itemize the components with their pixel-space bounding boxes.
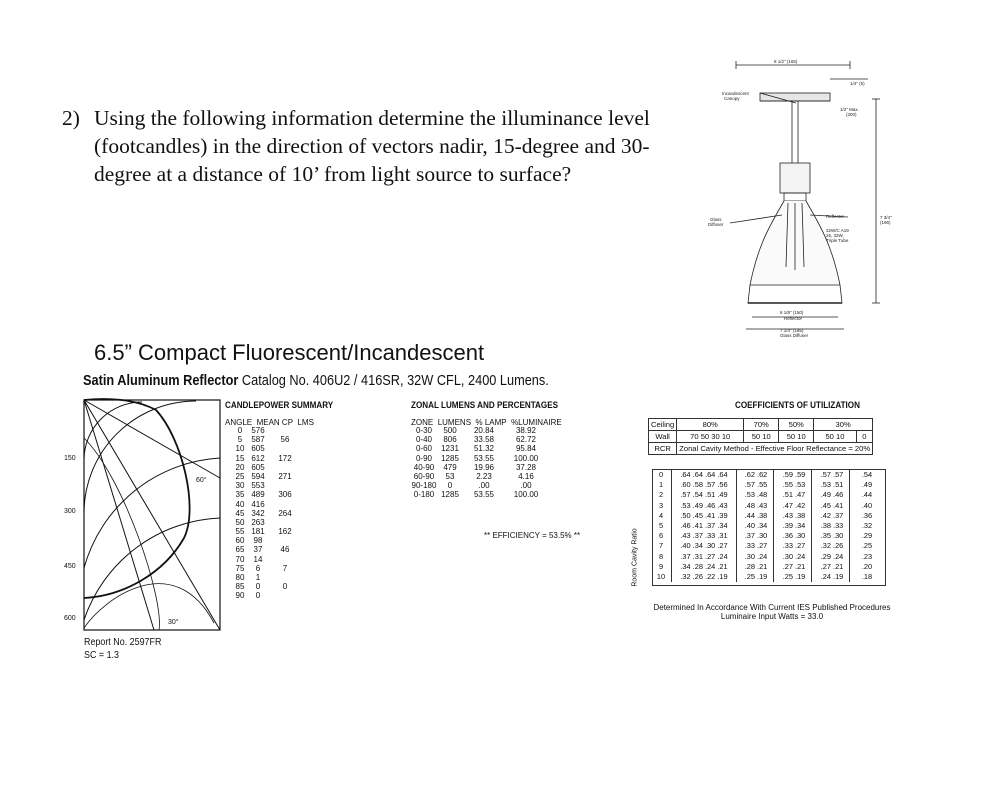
cu-g70-cell: .30 .24	[744, 551, 768, 561]
cu-rcr-cell: 4	[658, 510, 664, 520]
cu-rcr-cell: 2	[658, 490, 664, 500]
cp-mean-cell: 605	[251, 444, 265, 454]
zonal-lamp-cell: 33.58	[473, 435, 495, 445]
cu-g50-cell: .30 .24	[782, 551, 806, 561]
cp-mean-cell: 553	[251, 481, 265, 491]
dim-top-label: 6 1/2" (165)	[774, 59, 798, 64]
zonal-lamp-cell: .00	[478, 481, 490, 491]
product-subtitle	[83, 372, 549, 389]
candlepower-header: CANDLEPOWER SUMMARY	[225, 400, 334, 410]
cu-g70-cell: .53 .48	[744, 490, 768, 500]
cu-g50-cell: .43 .38	[782, 510, 806, 520]
cp-angle-cell: 15	[235, 453, 245, 463]
cu-footnote-1: Determined In Accordance With Current IES Published Procedures	[653, 603, 891, 612]
cp-mean-cell: 594	[251, 471, 265, 481]
zonal-luminaire-header: %LUMINAIRE	[511, 418, 562, 427]
cp-mean-cell: 14	[253, 554, 263, 564]
cu-g0-cell: .29	[861, 531, 873, 541]
cu-g50-cell: .51 .47	[782, 490, 806, 500]
cu-g30-cell: .32 .26	[820, 541, 844, 551]
cu-g80-cell: .34 .28 .24 .21	[680, 561, 728, 571]
max-label: 1/2" Max.	[840, 107, 859, 112]
cu-g0-cell: .40	[861, 500, 873, 510]
cp-lms-cell: 306	[278, 490, 292, 500]
cp-mean-cell: 342	[251, 508, 265, 518]
cu-g0-cell: .44	[861, 490, 873, 500]
cp-lms-cell	[270, 536, 300, 545]
cp-angle-cell: 35	[235, 490, 245, 500]
cu-ceiling-80: 80%	[677, 419, 744, 431]
cu-g70-cell: .40 .34	[744, 520, 768, 530]
cu-footnote	[652, 603, 892, 621]
cu-g80-cell: .43 .37 .33 .31	[680, 531, 728, 541]
cu-g50-cell: .55 .53	[782, 480, 806, 490]
zonal-lumens-cell: 479	[443, 462, 457, 472]
cp-lms-cell: 162	[278, 527, 292, 537]
cu-rcr-cell: 1	[658, 480, 664, 490]
cu-g70-cell: .28 .21	[744, 561, 768, 571]
cp-mean-cell: 263	[251, 517, 265, 527]
cp-mean-cell: 1	[255, 573, 261, 582]
zonal-lumens-cell: 806	[443, 435, 457, 445]
zonal-zone-cell: 0-90	[415, 453, 432, 463]
cu-g70-cell: .33 .27	[744, 541, 768, 551]
zonal-luminaire-cell: 95.84	[515, 444, 537, 454]
cu-g50-cell: .33 .27	[782, 541, 806, 551]
room-cavity-ratio-text: Room Cavity Ratio	[631, 528, 639, 587]
cu-g30-cell: .53 .51	[820, 480, 844, 490]
cu-g80-cell: .32 .26 .22 .19	[680, 571, 728, 581]
cu-g0-cell: .20	[861, 561, 873, 571]
cp-lms-cell: 0	[282, 582, 288, 592]
cu-g30-cell: .49 .46	[820, 490, 844, 500]
cp-mean-cell: 0	[255, 582, 261, 592]
cp-mean-cell: 612	[251, 453, 265, 463]
cu-g30-cell: .24 .19	[820, 571, 844, 581]
zonal-zone-cell: 0-60	[415, 444, 432, 454]
cp-angle-cell: 50	[235, 517, 245, 527]
cp-lms-cell	[270, 481, 300, 490]
cu-rcr-cell: 5	[658, 520, 664, 530]
cu-g70-cell: .48 .43	[744, 500, 768, 510]
cp-angle-cell: 40	[235, 499, 245, 509]
cp-mean-cell: 489	[251, 490, 265, 500]
cu-g50-cell: .59 .59	[782, 470, 806, 479]
cp-angle-cell: 85	[235, 582, 245, 592]
cp-lms-cell	[270, 426, 300, 435]
cu-30-col	[815, 470, 850, 582]
cp-angle-cell: 90	[235, 591, 245, 601]
polar-label-600: 600	[64, 615, 76, 622]
zonal-zones-col	[411, 426, 437, 500]
cp-angle-cell: 80	[235, 573, 245, 582]
cu-g80-cell: .57 .54 .51 .49	[680, 490, 728, 500]
cp-angle-cell: 20	[235, 462, 245, 472]
cp-lms-cell	[270, 444, 300, 453]
cu-g30-cell: .27 .21	[820, 561, 844, 571]
cp-mean-cell: 37	[253, 545, 263, 555]
cu-g80-cell: .50 .45 .41 .39	[680, 510, 728, 520]
bottom-dim4-label: Glass Diffuser	[780, 333, 809, 338]
cp-mean-cell: 0	[255, 591, 261, 601]
cp-angle-header: ANGLE	[225, 418, 253, 427]
zonal-zone-cell: 40-90	[413, 462, 435, 472]
cu-g80-cell: .46 .41 .37 .34	[680, 520, 728, 530]
cp-lms-cell	[270, 500, 300, 509]
cu-rcr-cell: 10	[656, 571, 666, 581]
product-title: 6.5” Compact Fluorescent/Incandescent	[94, 340, 485, 365]
zonal-zone-cell: 0-180	[413, 490, 435, 500]
cu-g30-cell: .57 .57	[820, 470, 844, 479]
cp-lms-cell	[270, 573, 300, 582]
cp-lms-cell	[270, 463, 300, 472]
zonal-lumens-col	[435, 426, 465, 500]
cu-g50-cell: .25 .19	[782, 571, 806, 581]
cp-angle-cell: 60	[235, 536, 245, 546]
bottom-dim2-label: Reflector	[784, 316, 803, 321]
subtitle-bold: Satin Aluminum Reflector	[83, 372, 239, 389]
zonal-lamp-cell: 20.84	[473, 426, 495, 435]
cu-g0-cell: .36	[861, 510, 873, 520]
cp-mean-cell: 576	[251, 426, 265, 435]
cu-80-col	[671, 470, 737, 582]
cp-angle-cell: 5	[237, 435, 243, 445]
cu-rcr-note: Zonal Cavity Method - Effective Floor Reflectance = 20%	[677, 443, 873, 455]
zonal-zone-cell: 0-40	[415, 435, 432, 445]
zonal-lamp-cell: 19.96	[473, 462, 495, 472]
cu-g70-cell: .37 .30	[744, 531, 768, 541]
cu-50-col	[777, 470, 812, 582]
efficiency-note: ** EFFICIENCY = 53.5% **	[484, 531, 581, 540]
polar-label-450: 450	[64, 563, 76, 570]
reflector-label: Reflector	[826, 214, 845, 219]
zonal-luminaire-col	[506, 426, 546, 500]
cp-mean-cell: 98	[253, 536, 263, 546]
cp-lms-cell	[270, 555, 300, 564]
polar-candlepower-diagram	[64, 398, 224, 636]
zonal-lamp-cell: 53.55	[473, 453, 495, 463]
cu-g0-cell: .54	[861, 470, 873, 479]
lamp2-label: 26, 32W,	[826, 233, 844, 238]
report-number: Report No. 2597FR	[84, 636, 162, 648]
cu-rcr-label: RCR	[649, 443, 677, 455]
cu-header: COEFFICIENTS OF UTILIZATION	[735, 400, 860, 410]
cp-mean-col	[243, 426, 273, 601]
cp-angle-cell: 25	[235, 471, 245, 481]
cu-ceiling-50: 50%	[779, 419, 814, 431]
cu-ceiling-70: 70%	[744, 419, 779, 431]
question-text: Using the following information determine the illuminance level (footcandles) in the direction of vectors nadir, 15-degree and 30-degree at a distance of 10’ from light source to surface?	[94, 106, 650, 186]
cu-g80-cell: .60 .58 .57 .56	[680, 480, 728, 490]
cp-mean-cell: 587	[251, 435, 265, 445]
cu-footnote-2: Luminaire Input Watts = 33.0	[720, 612, 824, 622]
zonal-lumens-cell: 1285	[441, 490, 459, 500]
incandescent-label: Incandescent	[722, 91, 749, 96]
canopy-label: Canopy	[724, 96, 740, 101]
zonal-lumens-cell: 53	[445, 471, 455, 481]
cu-wall-80: 70 50 30 10	[677, 431, 744, 443]
cu-rcr-cell: 8	[658, 551, 664, 561]
cu-g50-cell: .47 .42	[782, 500, 806, 510]
height2-label: (196)	[880, 220, 891, 225]
cp-lms-cell	[270, 591, 300, 600]
zonal-luminaire-cell: .00	[520, 481, 532, 491]
zonal-header: ZONAL LUMENS AND PERCENTAGES	[411, 400, 559, 410]
cp-mean-cell: 6	[255, 563, 261, 573]
cu-wall-30: 50 10	[814, 431, 857, 443]
zonal-luminaire-cell: 100.00	[513, 453, 539, 463]
diffuser-label: Diffuser	[708, 222, 724, 227]
zonal-zone-cell: 90-180	[411, 481, 437, 491]
cu-rcr-cell: 0	[658, 470, 664, 479]
cp-angle-cell: 70	[235, 554, 245, 564]
polar-angle-60: 60°	[196, 477, 207, 484]
room-cavity-ratio-label	[631, 520, 648, 600]
cu-ceiling-30: 30%	[814, 419, 873, 431]
cu-grid	[652, 469, 886, 586]
cu-g80-cell: .37 .31 .27 .24	[680, 551, 728, 561]
cp-lms-cell: 46	[280, 545, 290, 555]
zonal-lamp-col	[469, 426, 499, 500]
zonal-lamp-cell: 53.55	[473, 490, 495, 500]
cu-0-col	[853, 470, 881, 582]
cu-g30-cell: .38 .33	[820, 520, 844, 530]
bottom-dim3-label: 7 1/4" (185)	[780, 328, 804, 333]
zonal-luminaire-cell: 4.16	[518, 471, 534, 481]
cp-lms-cell: 7	[282, 563, 288, 573]
cp-angle-cell: 75	[235, 563, 245, 573]
cu-g70-cell: .44 .38	[744, 510, 768, 520]
cu-g30-cell: .35 .30	[820, 531, 844, 541]
zonal-lumens-cell: 0	[447, 481, 453, 491]
cu-wall-50: 50 10	[779, 431, 814, 443]
spacing-criterion: SC = 1.3	[84, 649, 119, 661]
fixture-drawing	[700, 55, 900, 345]
cp-lms-header: LMS	[297, 418, 314, 427]
lamp-label: 32W/C A19	[826, 228, 849, 233]
zonal-luminaire-cell: 62.72	[515, 435, 537, 445]
cu-g0-cell: .49	[861, 480, 873, 490]
cu-g80-cell: .53 .49 .46 .43	[680, 500, 728, 510]
cu-g30-cell: .42 .37	[820, 510, 844, 520]
cu-g50-cell: .27 .21	[782, 561, 806, 571]
cu-70-col	[739, 470, 774, 582]
cu-g30-cell: .29 .24	[820, 551, 844, 561]
zonal-luminaire-cell: 100.00	[513, 490, 539, 500]
cu-g80-cell: .40 .34 .30 .27	[680, 541, 728, 551]
glass-label: Glass	[710, 217, 722, 222]
bottom-dim1-label: 6 1/8" (150)	[780, 310, 804, 315]
zonal-luminaire-cell: 37.28	[515, 462, 537, 472]
cp-angle-cell: 30	[235, 481, 245, 491]
polar-label-150: 150	[64, 455, 76, 462]
cp-lms-col	[270, 426, 300, 601]
cu-rcr-cell: 7	[658, 541, 664, 551]
cu-g0-cell: .32	[861, 520, 873, 530]
cu-wall-0: 0	[856, 431, 872, 443]
cp-lms-cell: 264	[278, 508, 292, 518]
cu-rcr-cell: 3	[658, 500, 664, 510]
cp-mean-cell: 181	[251, 527, 265, 537]
cu-g50-cell: .39 .34	[782, 520, 806, 530]
zonal-luminaire-cell: 38.92	[515, 426, 537, 435]
cu-ceiling-label: Ceiling	[649, 419, 677, 431]
cp-mean-cell: 605	[251, 462, 265, 472]
zonal-lumens-cell: 1285	[441, 453, 459, 463]
cu-g70-cell: .25 .19	[744, 571, 768, 581]
zonal-lumens-cell: 500	[443, 426, 457, 435]
cu-wall-label: Wall	[649, 431, 677, 443]
cp-angle-cell: 55	[235, 527, 245, 537]
cu-rcr-cell: 9	[658, 561, 664, 571]
polar-angle-30: 30°	[168, 619, 179, 626]
zonal-lamp-cell: 2.23	[476, 471, 492, 481]
cp-mean-cell: 416	[251, 499, 265, 509]
cp-lms-cell: 56	[280, 435, 290, 445]
cu-rcr-col	[655, 470, 667, 582]
cu-g0-cell: .18	[861, 571, 873, 581]
cu-table-header	[648, 418, 873, 455]
cu-g50-cell: .36 .30	[782, 531, 806, 541]
question-number: 2)	[62, 106, 80, 130]
zonal-zone-cell: 60-90	[413, 471, 435, 481]
cp-lms-cell: 271	[278, 471, 292, 481]
zonal-lamp-cell: 51.32	[473, 444, 495, 454]
cp-lms-cell	[270, 518, 300, 527]
zonal-lumens-cell: 1231	[441, 444, 459, 454]
cu-g70-cell: .57 .55	[744, 480, 768, 490]
polar-label-300: 300	[64, 508, 76, 515]
zonal-zone-cell: 0-30	[415, 426, 432, 435]
zonal-zone-header: ZONE	[411, 418, 434, 427]
max2-label: (300)	[846, 112, 857, 117]
cu-g0-cell: .25	[861, 541, 873, 551]
dim-top2-label: 1/4" (6)	[850, 81, 865, 86]
cp-angle-cell: 65	[235, 545, 245, 555]
cu-g0-cell: .23	[861, 551, 873, 561]
zonal-lamp-header: % LAMP	[475, 418, 507, 427]
subtitle-rest: Catalog No. 406U2 / 416SR, 32W CFL, 2400 Lumens.	[241, 372, 549, 389]
cp-mean-header: MEAN CP	[256, 418, 294, 427]
lamp3-label: Triple Tube	[826, 238, 849, 243]
height-label: 7 3/4"	[880, 215, 892, 220]
cu-rcr-cell: 6	[658, 531, 664, 541]
cp-angle-cell: 0	[237, 426, 243, 435]
cu-g80-cell: .64 .64 .64 .64	[680, 470, 728, 479]
report-info	[84, 636, 161, 662]
cp-angle-cell: 10	[235, 444, 245, 454]
cu-g70-cell: .62 .62	[744, 470, 768, 479]
cu-wall-70: 50 10	[744, 431, 779, 443]
cu-g30-cell: .45 .41	[820, 500, 844, 510]
cp-angle-cell: 45	[235, 508, 245, 518]
zonal-lumens-header: LUMENS	[437, 418, 472, 427]
cp-lms-cell: 172	[278, 453, 292, 463]
